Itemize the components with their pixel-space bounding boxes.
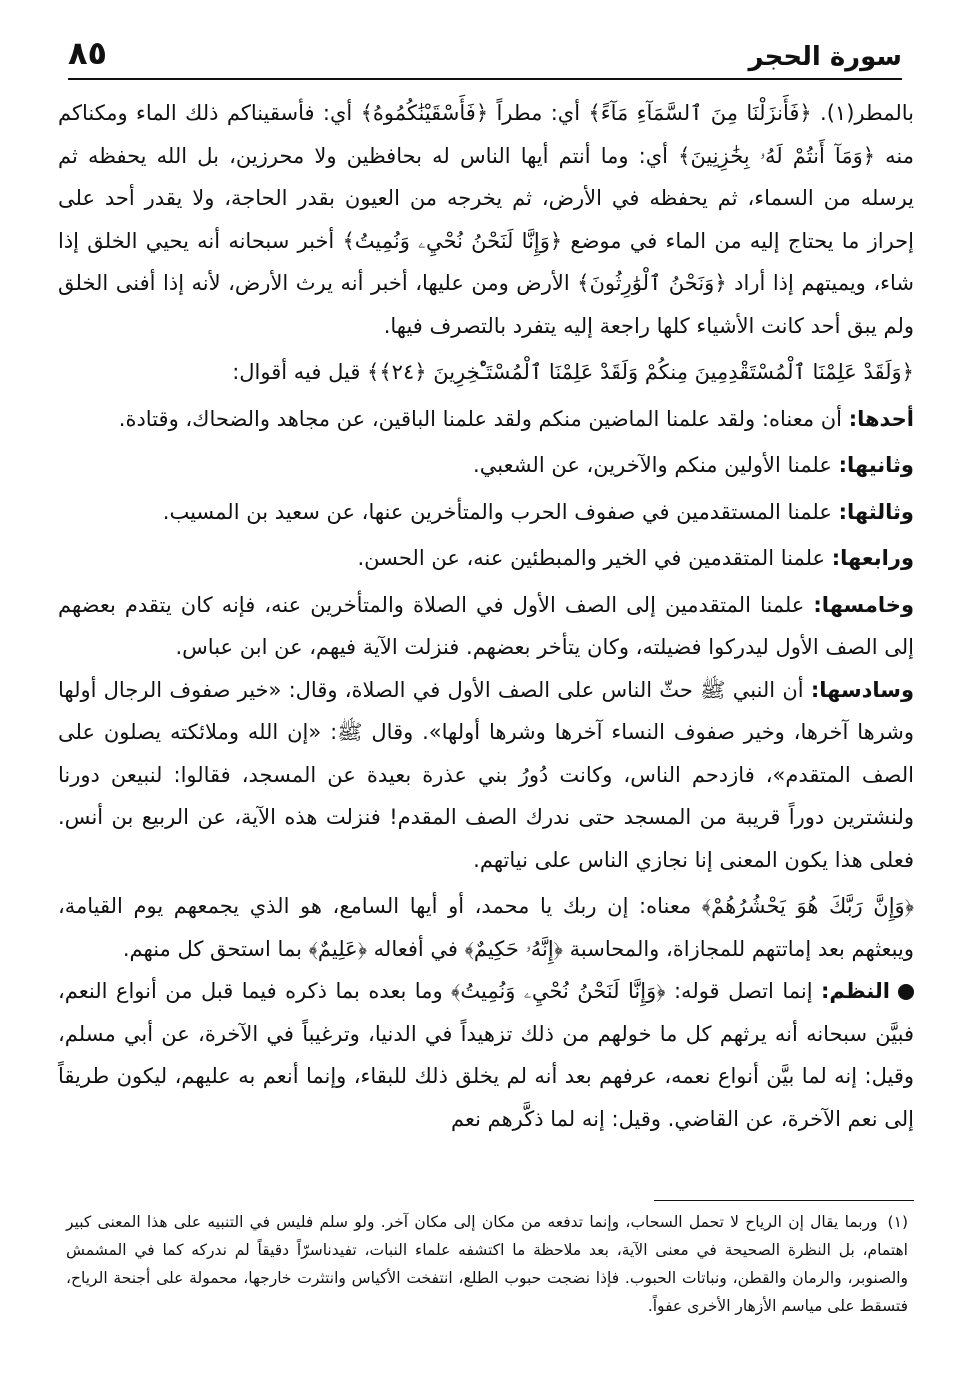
opinion-label: وثالثها: (838, 499, 914, 524)
paragraph-opinion-1 (58, 398, 914, 441)
section-label: النظم: (821, 979, 890, 1003)
opinion-label: ورابعها: (831, 546, 914, 570)
paragraph-opinion-6 (58, 669, 914, 882)
opinion-text: علمنا الأولين منكم والآخرين، عن الشعبي. (473, 453, 839, 477)
paragraph-commentary-rain: بالمطر(١). ﴿فَأَنزَلْنَا مِنَ ٱلسَّمَآءِ مَآءً﴾ أي: مطراً ﴿فَأَسْقَيْنَٰكُمُوهُ﴾ أي: فأسقيناكم ذلك الماء ومكناكم منه ﴿وَمَآ أَنتُمْ لَهُۥ بِخَٰزِنِينَ﴾ أي: وما أنتم أيها الناس له بحافظين ولا محرزين، بل الله يحفظه ثم يرسله من السماء، ثم يحفظه في الأرض، ثم يخرجه من العيون بقدر الحاجة، ولا يقدر أحد على إحراز ما يحتاج إليه من الماء في موضع ﴿وَإِنَّا لَنَحْنُ نُحْيِۦ وَنُمِيتُ﴾ أخبر سبحانه أنه يحيي الخلق إذا شاء، ويميتهم إذا أراد ﴿وَنَحْنُ ٱلْوَٰرِثُونَ﴾ الأرض ومن عليها، أخبر أنه يرث الأرض، لأنه إذا أفنى الخلق ولم يبق أحد كانت الأشياء كلها راجعة إليه يتفرد بالتصرف فيها. (58, 101, 914, 338)
opinion-label: وسادسها: (810, 677, 914, 702)
opinion-text: أن النبي ﷺ حثّ الناس على الصف الأول في الصلاة، وقال: «خير صفوف الرجال أولها وشرها آخرها، وخير صفوف النساء آخرها وشرها أولها». وقال ﷺ: «إن الله وملائكته يصلون على الصف المتقدم»، فازدحم الناس، وكانت دُورُ بني عذرة بعيدة عن المسجد، فقالوا: لنبيعن دورنا ولنشترين دوراً قريبة من المسجد حتى ندرك الصف المقدم! فنزلت هذه الآية، عن الربيع بن أنس. فعلى هذا يكون المعنى إنا نجازي الناس على نياتهم. (58, 677, 914, 872)
opinion-text: أن معناه: ولقد علمنا الماضين منكم ولقد علمنا الباقين، عن مجاهد والضحاك، وقتادة. (118, 406, 849, 431)
footnote-number: (١) (887, 1213, 908, 1231)
chapter-title: سورة الحجر (748, 42, 902, 72)
opinion-label: وخامسها: (813, 592, 914, 617)
footnote-text: وربما يقال إن الرياح لا تحمل السحاب، وإنما تدفعه من مكان إلى مكان آخر. ولو سلم فليس في التنبيه على هذا المعنى كبير اهتمام، بل النظرة الصحيحة في معنى الآية، بعد ملاحظة ما اكتشفه علماء النبات، تفيدناسرّاً دقيقاً لم ندركه كما في المشمش والصنوبر، والرمان والقطن، ونباتات الحبوب. فإذا نضجت حبوب الطلع، انتفخت الأكياس وانتثرت خارجها، محمولة على أجنحة الرياح، فتسقط على مياسم الأزهار الأخرى عفواً. (66, 1213, 908, 1315)
opinion-label: وثانيها: (838, 453, 914, 477)
footnote (66, 1208, 908, 1320)
paragraph-opinion-4 (58, 537, 914, 580)
opinion-label: أحدها: (848, 406, 914, 431)
running-header (68, 28, 902, 80)
footnote-separator (654, 1200, 914, 1201)
bullet-icon (898, 984, 914, 1000)
page-number: ٨٥ (68, 34, 108, 72)
section-text: إنما اتصل قوله: ﴿وَإِنَّا لَنَحْنُ نُحْيِۦ وَنُمِيتُ﴾ وما بعده بما ذكره فيما قبل من أنواع النعم، فبيَّن سبحانه أنه يرثهم كل ما خولهم من ذلك تزهيداً في الدنيا، وترغيباً في الآخرة، عن أبي مسلم، وقيل: إنه لما بيَّن أنواع نعمه، عرفهم بعد أنه لم يخلق ذلك للبقاء، وإنما أنعم به عليهم، ليكون طريقاً إلى نعم الآخرة، عن القاضي. وقيل: إنه لما ذكَّرهم نعم (58, 979, 914, 1131)
paragraph-verse-24: ﴿وَلَقَدْ عَلِمْنَا ٱلْمُسْتَقْدِمِينَ مِنكُمْ وَلَقَدْ عَلِمْنَا ٱلْمُسْتَـْٔخِرِينَ ﴿٢٤﴾﴾ قيل فيه أقوال: (232, 360, 914, 384)
main-text (58, 92, 914, 1140)
opinion-text: علمنا المتقدمين في الخير والمبطئين عنه، عن الحسن. (357, 546, 832, 570)
paragraph-nazm (58, 970, 914, 1140)
paragraph-opinion-3 (58, 491, 914, 534)
paragraph-opinion-5 (58, 584, 914, 669)
opinion-text: علمنا المتقدمين إلى الصف الأول في الصلاة والمتأخرين عنه، فإنه كان يتقدم بعضهم إلى الصف الأول ليدركوا فضيلته، وكان يتأخر بعضهم. فنزلت الآية فيهم، عن ابن عباس. (58, 592, 914, 659)
opinion-text: علمنا المستقدمين في صفوف الحرب والمتأخرين عنها، عن سعيد بن المسيب. (162, 499, 839, 524)
paragraph-verse-25: ﴿وَإِنَّ رَبَّكَ هُوَ يَحْشُرُهُمْ﴾ معناه: إن ربك يا محمد، أو أيها السامع، هو الذي يجمعهم يوم القيامة، ويبعثهم بعد إماتتهم للمجازاة، والمحاسبة ﴿إِنَّهُۥ حَكِيمٌ﴾ في أفعاله ﴿عَلِيمٌ﴾ بما استحق كل منهم. (58, 894, 914, 961)
paragraph-opinion-2 (58, 444, 914, 487)
